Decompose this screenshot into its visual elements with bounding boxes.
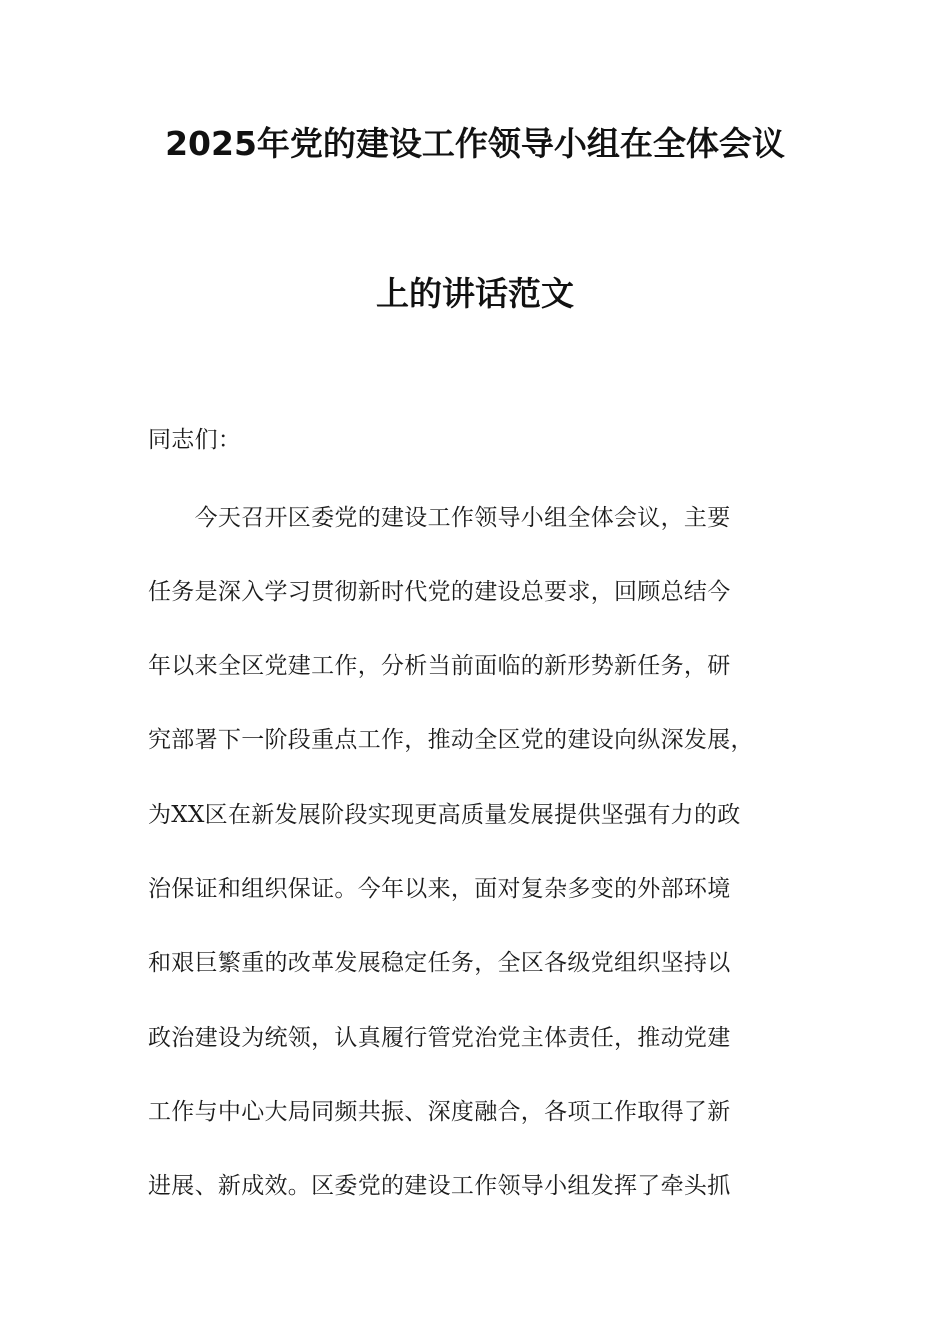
paragraph-line: 治保证和组织保证。今年以来，面对复杂多变的外部环境 [148,876,731,902]
paragraph-line: 政治建设为统领，认真履行管党治党主体责任，推动党建 [148,1025,731,1051]
paragraph-line: 工作与中心大局同频共振、深度融合，各项工作取得了新 [148,1099,731,1125]
paragraph-line: 年以来全区党建工作，分析当前面临的新形势新任务，研 [148,653,731,679]
paragraph-line: 为XX区在新发展阶段实现更高质量发展提供坚强有力的政 [148,802,741,828]
paragraph-line: 和艰巨繁重的改革发展稳定任务，全区各级党组织坚持以 [148,950,731,976]
paragraph-line: 究部署下一阶段重点工作，推动全区党的建设向纵深发展， [148,727,754,753]
document-title-line-1: 2025年党的建设工作领导小组在全体会议 [165,124,785,163]
document-title-line-2: 上的讲话范文 [376,274,574,313]
salutation: 同志们： [148,427,242,453]
paragraph-line: 今天召开区委党的建设工作领导小组全体会议，主要 [148,505,731,531]
paragraph-line: 进展、新成效。区委党的建设工作领导小组发挥了牵头抓 [148,1173,731,1199]
paragraph-line: 任务是深入学习贯彻新时代党的建设总要求，回顾总结今 [148,579,731,605]
